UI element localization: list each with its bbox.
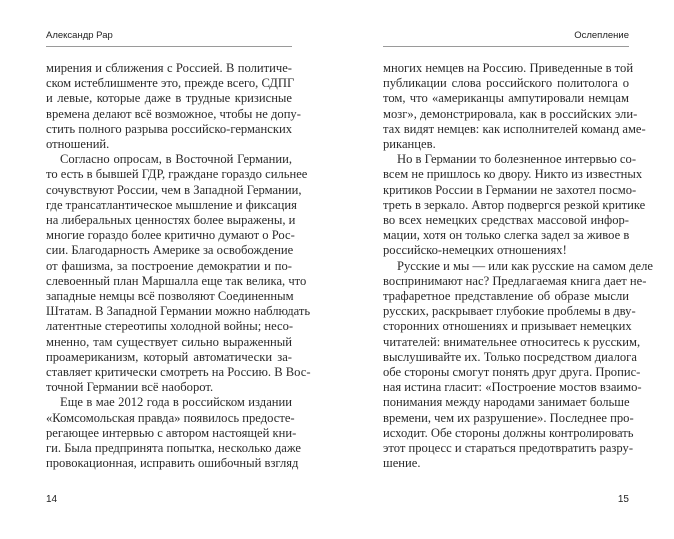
text-line: ги. Была предпринята попытка, несколько даже <box>46 441 301 456</box>
text-line: мирения и сближения с Россией. В политиче- <box>46 61 292 75</box>
text-line: провокационная, исправить ошибочный взгляд <box>46 456 299 471</box>
text-line: многие гораздо более критично думают о Рос- <box>46 228 295 243</box>
text-line: русских, раскрывает глубокие проблемы в дву- <box>383 304 636 319</box>
running-head-author: Александр Рар <box>46 30 292 47</box>
right-page-body <box>383 61 654 471</box>
text-line: во всех немецких средствах массовой инфор- <box>383 213 629 228</box>
text-line: времена делают всё возможное, чтобы не допу- <box>46 106 301 121</box>
text-line: латентные стереотипы холодной войны; несо- <box>46 319 294 334</box>
text-line: и левые, которые даже в трудные кризисные <box>46 91 292 106</box>
text-line: регающее интервью с автором настоящей кни- <box>46 425 297 440</box>
text-line: трафаретное представление об образе мысли <box>383 289 629 304</box>
text-line: мозг», демонстрировала, как в российских эли- <box>383 106 638 121</box>
text-line: проамериканизм, который автоматически за- <box>46 349 292 364</box>
text-line: Штатам. В Западной Германии можно наблюдать <box>46 304 311 319</box>
page-number: 14 <box>46 494 58 505</box>
text-line: риканцев. <box>383 137 436 152</box>
text-line: Русские и мы — или как русские на самом деле <box>397 258 654 273</box>
text-line: обе стороны смогут понять друг друга. Пропис- <box>383 365 641 380</box>
text-line: том, что «американцы ампутировали немцам <box>383 91 629 106</box>
text-line: шение. <box>383 456 421 471</box>
running-head-title: Ослепление <box>383 30 629 47</box>
text-line: то есть в бывшей ГДР, граждане гораздо сильнее <box>46 167 308 182</box>
text-line: понимания между народами занимает больше <box>383 395 630 410</box>
page-number: 15 <box>617 494 629 505</box>
text-line: западные немцы всё позволяют Соединенным <box>46 289 294 304</box>
text-line: ставляет критически смотреть на Россию. В Вос- <box>46 365 311 380</box>
text-line: исходит. Обе стороны должны контролировать <box>383 425 634 440</box>
text-line: треть в зеркало. Автор подвергся резкой критике <box>383 197 646 212</box>
text-line: ная истина гласит: «Построение мостов взаимо- <box>383 380 642 395</box>
text-line: сторонних отношениях и призывает немецких <box>383 319 632 334</box>
text-line: от фашизма, за построение демократии и по- <box>46 258 292 273</box>
text-line: тах видят немцев: как исполнителей команд аме- <box>383 121 646 136</box>
text-line: публикации слова российского политолога о <box>383 76 629 91</box>
text-line: слевоенный план Маршалла еще так велика, что <box>46 273 307 288</box>
text-line: выслушивайте их. Только посредством диалога <box>383 349 637 364</box>
text-line: времени, чем их разрушение». Последнее про- <box>383 410 634 425</box>
text-line: всем не пришлось ко двору. Никто из известных <box>383 167 643 182</box>
text-line: сии. Благодарность Америке за освобождение <box>46 243 294 258</box>
text-line: мации, хотя он только слегка задел за живое в <box>383 228 630 243</box>
text-line: этот процесс и стараться предотвратить разру- <box>383 441 634 456</box>
text-line: точной Германии всё наоборот. <box>46 380 214 395</box>
text-line: мненно, там существует сильно выраженный <box>46 334 292 349</box>
text-line: Согласно опросам, в Восточной Германии, <box>60 152 292 167</box>
text-line: читателей: внимательнее относитесь к русским, <box>383 334 641 349</box>
text-line: воспринимают нас? Предлагаемая книга дает не- <box>383 273 647 288</box>
text-line: Но в Германии то болезненное интервью со- <box>397 152 637 167</box>
text-line: ском истеблишменте это, прежде всего, СДПГ <box>46 76 295 91</box>
text-line: критиков России в Германии не захотел посмо- <box>383 182 637 197</box>
text-line: Еще в мае 2012 года в российском издании <box>60 395 292 410</box>
text-line: «Комсомольская правда» появилось предосте- <box>46 410 295 425</box>
left-page-body <box>46 61 311 471</box>
right-page <box>383 0 654 539</box>
text-line: стить полного разрыва российско-германских <box>46 121 292 136</box>
left-page <box>46 0 311 539</box>
text-line: где трансатлантическое мышление и фиксация <box>46 197 297 212</box>
text-line: многих немцев на Россию. Приведенные в той <box>383 61 634 75</box>
text-line: сочувствуют России, чем в Западной Германии, <box>46 182 302 197</box>
text-line: на либеральных ценностях более выражены, и <box>46 213 296 228</box>
text-line: российско-немецких отношениях! <box>383 243 567 258</box>
text-line: отношений. <box>46 137 110 152</box>
